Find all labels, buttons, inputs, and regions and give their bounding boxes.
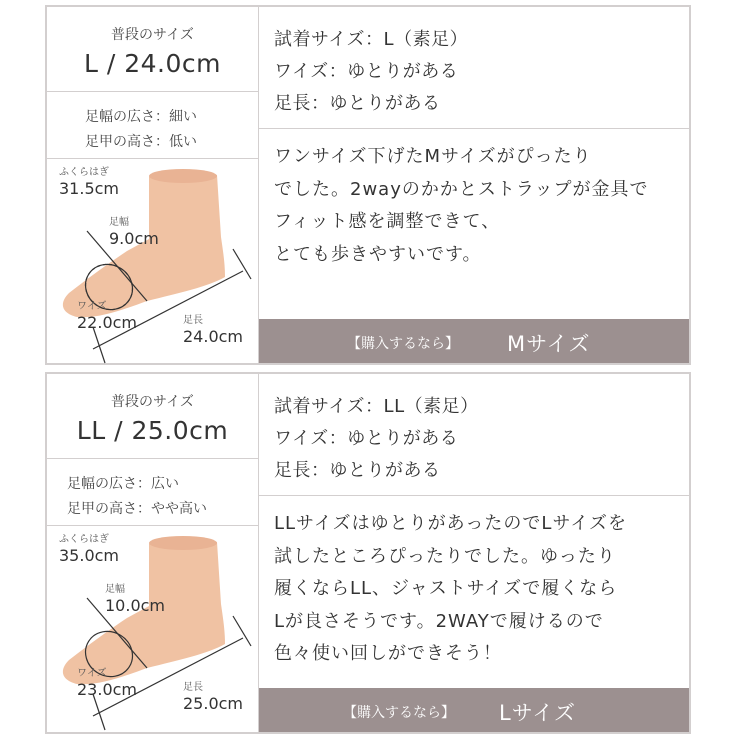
- comment-line: ワンサイズ下げたMサイズがぴったり: [274, 146, 592, 167]
- recommendation-size: Mサイズ: [507, 332, 591, 356]
- length-fit-text: 足長：ゆとりがある: [274, 93, 441, 114]
- length-measure: [183, 315, 243, 347]
- instep-text: 足甲の高さ：やや高い: [67, 501, 207, 517]
- profile-panel: [47, 7, 258, 363]
- usual-size-label: 普段のサイズ: [111, 27, 194, 43]
- recommendation-size: Lサイズ: [499, 701, 577, 725]
- foot-width-measure: [105, 584, 165, 616]
- foot-width-text: 足幅の広さ：細い: [85, 109, 197, 125]
- length-fit-text: 足長：ゆとりがある: [274, 460, 441, 481]
- recommendation-prefix: 【購入するなら】: [343, 705, 455, 721]
- wise-fit-text: ワイズ：ゆとりがある: [274, 61, 459, 82]
- instep-text: 足甲の高さ：低い: [85, 134, 197, 150]
- wise-value: 23.0cm: [77, 680, 138, 699]
- review-panel: [258, 7, 689, 363]
- wise-label: ワイズ: [77, 301, 107, 312]
- comment-line: 履くならLL、ジャストサイズで履くなら: [274, 578, 618, 599]
- foot-shape-box: [47, 459, 258, 526]
- foot-width-label: 足幅: [109, 217, 129, 228]
- ankle-opening: [149, 536, 217, 550]
- calf-label: ふくらはぎ: [59, 534, 109, 545]
- review-comment: [274, 141, 683, 271]
- trial-spec-box: [259, 374, 689, 496]
- profile-panel: [47, 374, 258, 732]
- comment-line: 色々使い回しができそう！: [274, 643, 502, 664]
- calf-label: ふくらはぎ: [59, 167, 109, 178]
- recommendation-bar: [259, 688, 689, 732]
- calf-measure: [59, 534, 119, 566]
- wise-measure: [77, 301, 137, 333]
- trial-size-text: 試着サイズ：LL（素足）: [274, 396, 479, 417]
- length-value: 24.0cm: [183, 327, 244, 346]
- foot-width-text: 足幅の広さ：広い: [67, 476, 179, 492]
- foot-width-value: 9.0cm: [109, 229, 159, 248]
- ankle-opening: [149, 169, 217, 183]
- wise-label: ワイズ: [77, 668, 107, 679]
- comment-line: LLサイズはゆとりがあったのでLサイズを: [274, 513, 628, 534]
- wise-measure: [77, 668, 137, 700]
- usual-size-label: 普段のサイズ: [111, 394, 194, 410]
- foot-width-label: 足幅: [105, 584, 125, 595]
- wise-fit-text: ワイズ：ゆとりがある: [274, 428, 459, 449]
- foot-shape-box: [47, 92, 258, 159]
- review-panel: [258, 374, 689, 732]
- comment-line: フィット感を調整できて、: [274, 211, 501, 232]
- wise-value: 22.0cm: [77, 313, 138, 332]
- calf-value: 35.0cm: [59, 546, 120, 565]
- usual-size-box: [47, 374, 258, 459]
- usual-size-box: [47, 7, 258, 92]
- length-label: 足長: [183, 682, 203, 693]
- length-label: 足長: [183, 315, 203, 326]
- foot-illustration: [47, 526, 258, 732]
- usual-size-value: L / 24.0cm: [83, 49, 221, 78]
- calf-measure: [59, 167, 119, 199]
- fitting-card-2: [45, 372, 691, 734]
- comment-line: とても歩きやすいです。: [274, 243, 482, 265]
- review-comment: [274, 508, 683, 671]
- comment-line: でした。2wayのかかとストラップが金具で: [274, 178, 649, 200]
- length-value: 25.0cm: [183, 694, 244, 713]
- trial-size-text: 試着サイズ：L（素足）: [274, 29, 469, 50]
- recommendation-prefix: 【購入するなら】: [347, 336, 459, 352]
- calf-value: 31.5cm: [59, 179, 120, 198]
- comment-line: 試したところぴったりでした。ゆったり: [274, 545, 616, 567]
- length-measure: [183, 682, 243, 714]
- foot-width-measure: [109, 217, 159, 249]
- usual-size-value: LL / 25.0cm: [76, 416, 229, 445]
- recommendation-bar: [259, 319, 689, 363]
- comment-line: Lが良さそうです。2WAYで履けるので: [274, 610, 604, 632]
- fitting-card-1: [45, 5, 691, 365]
- trial-spec-box: [259, 7, 689, 129]
- foot-illustration: [47, 159, 258, 365]
- foot-width-value: 10.0cm: [105, 596, 166, 615]
